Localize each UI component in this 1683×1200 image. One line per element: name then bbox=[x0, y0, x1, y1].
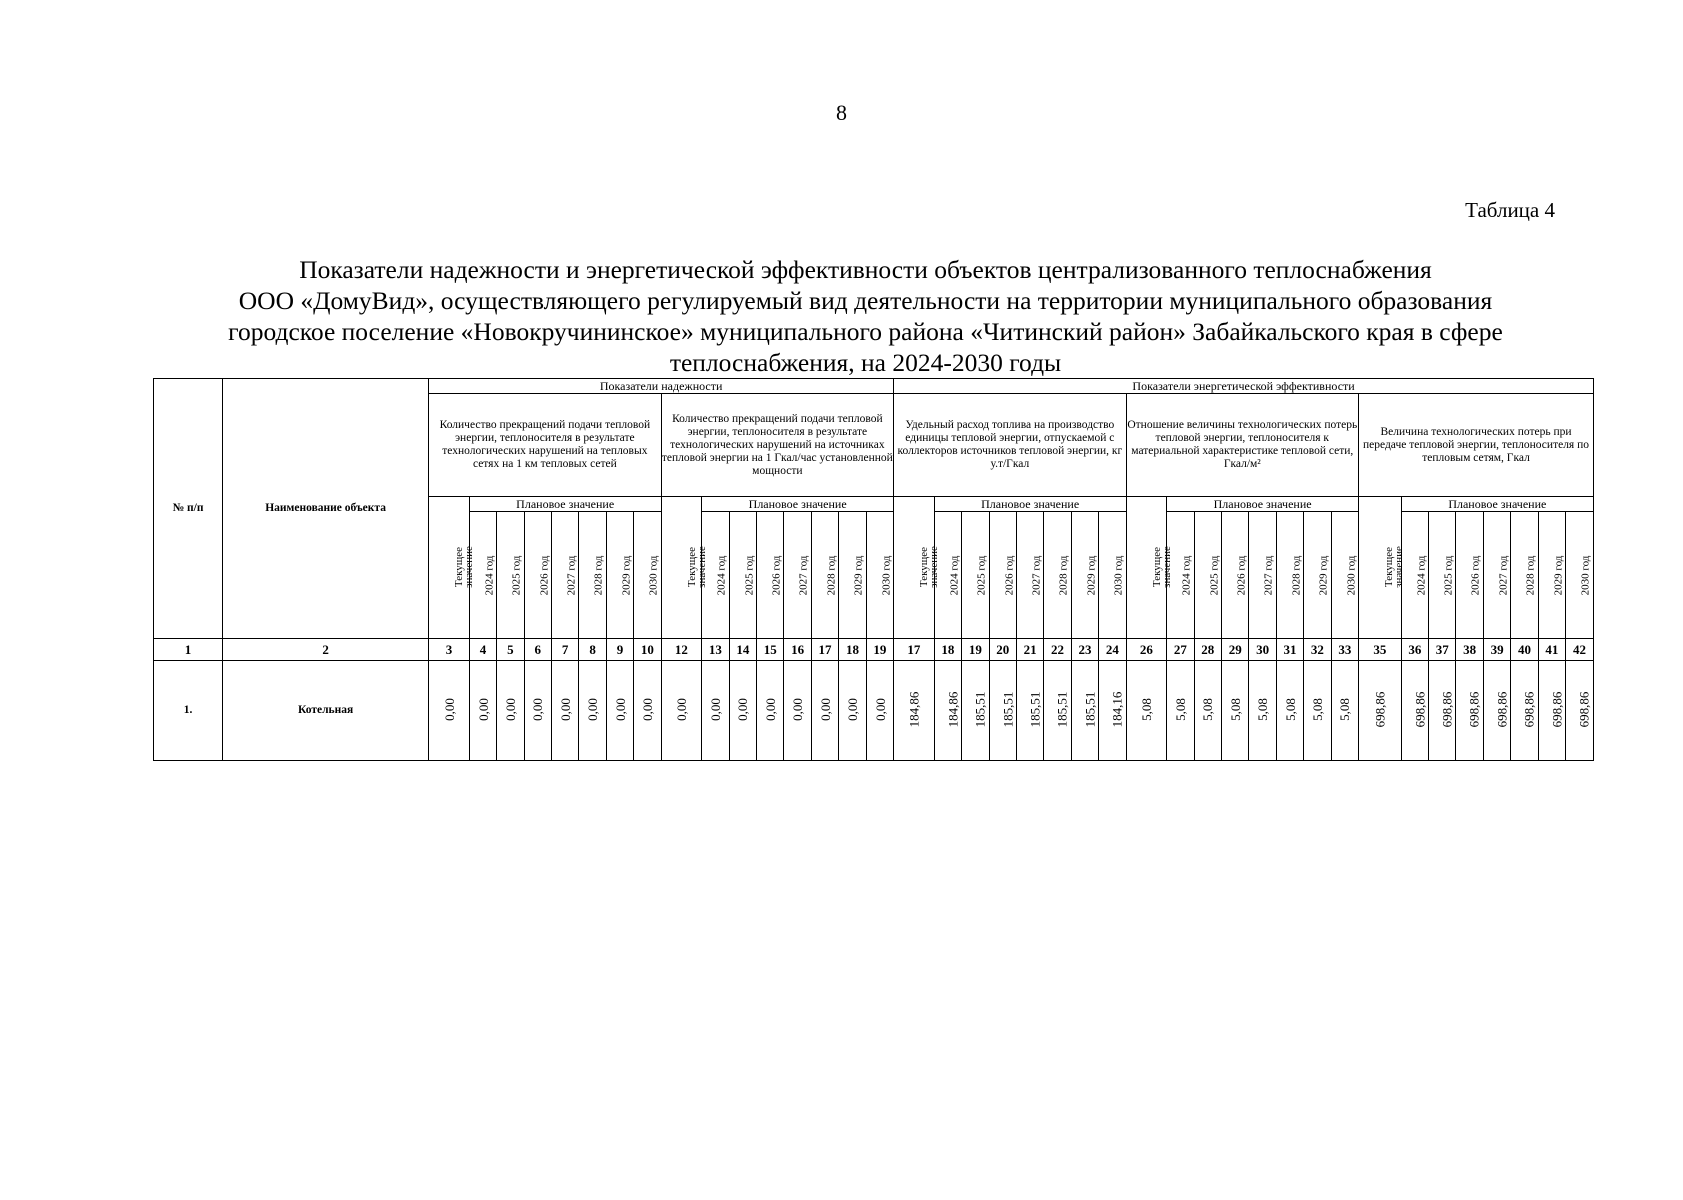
value-cell bbox=[634, 661, 661, 761]
indicator-header: Величина технологических потерь при передаче тепловой энергии, теплоносителя по тепловым сетям, Гкал bbox=[1359, 394, 1594, 497]
column-number: 4 bbox=[469, 639, 496, 661]
value-cell bbox=[1126, 661, 1167, 761]
year-label: 2028 год bbox=[592, 555, 605, 595]
indicator-header: Количество прекращений подачи тепловой энергии, теплоносителя в результате технологических нарушений на тепловых сетях на 1 км тепловых сетей bbox=[429, 394, 661, 497]
year-header bbox=[784, 512, 811, 639]
value-text: 698,86 bbox=[1576, 691, 1592, 728]
current-value-label: Текущее значение bbox=[453, 545, 476, 588]
column-number: 30 bbox=[1249, 639, 1276, 661]
column-number: 3 bbox=[429, 639, 470, 661]
value-cell bbox=[1359, 661, 1402, 761]
column-number: 18 bbox=[839, 639, 866, 661]
column-number: 17 bbox=[811, 639, 838, 661]
year-header bbox=[811, 512, 838, 639]
value-text: 184,86 bbox=[945, 691, 961, 728]
value-text: 698,86 bbox=[1521, 691, 1537, 728]
year-label: 2028 год bbox=[1524, 555, 1537, 595]
value-text: 0,00 bbox=[790, 698, 806, 721]
year-header bbox=[1304, 512, 1331, 639]
year-header bbox=[1331, 512, 1358, 639]
value-cell bbox=[551, 661, 578, 761]
value-text: 185,51 bbox=[999, 691, 1015, 728]
value-text: 698,86 bbox=[1494, 691, 1510, 728]
year-label: 2030 год bbox=[647, 555, 660, 595]
value-text: 0,00 bbox=[707, 698, 723, 721]
group-reliability-header: Показатели надежности bbox=[429, 379, 894, 394]
value-cell bbox=[606, 661, 633, 761]
year-header bbox=[1221, 512, 1248, 639]
value-cell bbox=[1167, 661, 1194, 761]
year-header bbox=[962, 512, 989, 639]
year-header bbox=[1099, 512, 1126, 639]
year-label: 2026 год bbox=[537, 555, 550, 595]
year-header bbox=[1071, 512, 1098, 639]
column-number: 8 bbox=[579, 639, 606, 661]
title-line: ООО «ДомуВид», осуществляющего регулируемый вид деятельности на территории муниципального образования bbox=[238, 286, 1493, 315]
year-label: 2025 год bbox=[1207, 555, 1220, 595]
current-value-header bbox=[429, 497, 476, 639]
value-cell bbox=[1566, 661, 1594, 761]
column-number: 7 bbox=[551, 639, 578, 661]
value-cell bbox=[962, 661, 989, 761]
year-header bbox=[1276, 512, 1303, 639]
value-text: 185,51 bbox=[1027, 691, 1043, 728]
year-label: 2030 год bbox=[880, 555, 893, 595]
value-text: 0,00 bbox=[502, 698, 518, 721]
value-cell bbox=[1221, 661, 1248, 761]
value-cell bbox=[702, 661, 729, 761]
year-header bbox=[1249, 512, 1276, 639]
value-text: 0,00 bbox=[844, 698, 860, 721]
indicator-header: Удельный расход топлива на производство единицы тепловой энергии, отпускаемой с коллекторов источников тепловой энергии, кг у.т/Гкал bbox=[894, 394, 1126, 497]
value-cell bbox=[1483, 661, 1510, 761]
value-text: 0,00 bbox=[762, 698, 778, 721]
value-cell bbox=[1538, 661, 1565, 761]
column-number: 21 bbox=[1016, 639, 1043, 661]
year-label: 2028 год bbox=[825, 555, 838, 595]
indicators-table bbox=[153, 378, 1594, 761]
column-number: 2 bbox=[223, 639, 429, 661]
value-text: 5,08 bbox=[1227, 698, 1243, 721]
current-value-label: Текущее значение bbox=[1383, 545, 1406, 588]
column-number: 16 bbox=[784, 639, 811, 661]
value-text: 698,86 bbox=[1466, 691, 1482, 728]
year-header bbox=[1044, 512, 1071, 639]
year-label: 2026 год bbox=[1002, 555, 1015, 595]
year-header bbox=[839, 512, 866, 639]
column-number: 13 bbox=[702, 639, 729, 661]
value-cell bbox=[1249, 661, 1276, 761]
value-cell bbox=[1401, 661, 1428, 761]
col-number-header: № п/п bbox=[154, 379, 223, 639]
value-text: 5,08 bbox=[1172, 698, 1188, 721]
value-text: 185,51 bbox=[972, 691, 988, 728]
value-text: 5,08 bbox=[1282, 698, 1298, 721]
table-row bbox=[154, 661, 1594, 761]
value-text: 698,86 bbox=[1412, 691, 1428, 728]
year-header bbox=[1016, 512, 1043, 639]
year-label: 2028 год bbox=[1290, 555, 1303, 595]
year-label: 2030 год bbox=[1345, 555, 1357, 595]
value-cell bbox=[429, 661, 470, 761]
value-text: 0,00 bbox=[639, 698, 655, 721]
column-number: 31 bbox=[1276, 639, 1303, 661]
title-line: Показатели надежности и энергетической эффективности объектов централизованного теплоснабжения bbox=[299, 255, 1432, 284]
value-cell bbox=[894, 661, 935, 761]
year-label: 2024 год bbox=[483, 555, 496, 595]
value-text: 5,08 bbox=[1337, 698, 1353, 721]
column-number: 22 bbox=[1044, 639, 1071, 661]
column-number: 1 bbox=[154, 639, 223, 661]
value-text: 5,08 bbox=[1138, 698, 1154, 721]
year-label: 2024 год bbox=[1180, 555, 1193, 595]
value-cell bbox=[1071, 661, 1098, 761]
value-text: 5,08 bbox=[1255, 698, 1271, 721]
year-label: 2024 год bbox=[1415, 555, 1428, 595]
year-header bbox=[1483, 512, 1510, 639]
value-cell bbox=[1276, 661, 1303, 761]
year-label: 2026 год bbox=[770, 555, 783, 595]
value-cell bbox=[1016, 661, 1043, 761]
value-text: 5,08 bbox=[1309, 698, 1325, 721]
value-cell bbox=[661, 661, 702, 761]
year-header bbox=[1429, 512, 1456, 639]
year-label: 2027 год bbox=[565, 555, 578, 595]
value-text: 0,00 bbox=[475, 698, 491, 721]
year-header bbox=[729, 512, 756, 639]
value-text: 5,08 bbox=[1200, 698, 1216, 721]
column-number: 33 bbox=[1331, 639, 1358, 661]
year-header bbox=[1401, 512, 1428, 639]
column-number: 20 bbox=[989, 639, 1016, 661]
value-cell bbox=[784, 661, 811, 761]
indicator-header: Отношение величины технологических потерь тепловой энергии, теплоносителя к материальной характеристике тепловой сети, Гкал/м² bbox=[1126, 394, 1358, 497]
table-label: Таблица 4 bbox=[1465, 198, 1555, 222]
value-cell bbox=[839, 661, 866, 761]
column-number: 5 bbox=[497, 639, 524, 661]
year-label: 2026 год bbox=[1469, 555, 1482, 595]
year-label: 2029 год bbox=[1552, 555, 1565, 595]
column-number: 29 bbox=[1221, 639, 1248, 661]
column-number: 10 bbox=[634, 639, 661, 661]
current-value-label: Текущее значение bbox=[918, 545, 941, 588]
year-header bbox=[1456, 512, 1483, 639]
column-number: 24 bbox=[1099, 639, 1126, 661]
column-number: 36 bbox=[1401, 639, 1428, 661]
value-text: 0,00 bbox=[530, 698, 546, 721]
current-value-header bbox=[894, 497, 941, 639]
year-header bbox=[866, 512, 893, 639]
column-number: 32 bbox=[1304, 639, 1331, 661]
value-cell bbox=[934, 661, 961, 761]
year-label: 2027 год bbox=[1262, 555, 1275, 595]
year-label: 2029 год bbox=[1317, 555, 1330, 595]
year-label: 2025 год bbox=[510, 555, 523, 595]
year-label: 2030 год bbox=[1579, 555, 1592, 595]
year-header bbox=[757, 512, 784, 639]
value-text: 0,00 bbox=[612, 698, 628, 721]
value-cell bbox=[1194, 661, 1221, 761]
indicator-header: Количество прекращений подачи тепловой энергии, теплоносителя в результате технологических нарушений на источниках тепловой энергии на 1 Гкал/час установленной мощности bbox=[661, 394, 894, 497]
value-cell bbox=[989, 661, 1016, 761]
column-number: 28 bbox=[1194, 639, 1221, 661]
value-text: 698,86 bbox=[1372, 691, 1388, 728]
year-label: 2028 год bbox=[1057, 555, 1070, 595]
column-number: 12 bbox=[661, 639, 702, 661]
current-value-header bbox=[661, 497, 708, 639]
column-number: 38 bbox=[1456, 639, 1483, 661]
value-cell bbox=[1331, 661, 1358, 761]
value-cell bbox=[1304, 661, 1331, 761]
year-header bbox=[606, 512, 633, 639]
year-header bbox=[497, 512, 524, 639]
year-label: 2027 год bbox=[1030, 555, 1043, 595]
value-cell bbox=[1044, 661, 1071, 761]
plan-value-header: Плановое значение bbox=[934, 497, 1126, 512]
column-number: 42 bbox=[1566, 639, 1594, 661]
plan-value-header: Плановое значение bbox=[702, 497, 894, 512]
column-number: 40 bbox=[1511, 639, 1538, 661]
value-text: 698,86 bbox=[1549, 691, 1565, 728]
value-text: 184,16 bbox=[1109, 691, 1125, 728]
value-text: 185,51 bbox=[1082, 691, 1098, 728]
year-label: 2026 год bbox=[1235, 555, 1248, 595]
column-number: 35 bbox=[1359, 639, 1402, 661]
value-cell bbox=[811, 661, 838, 761]
column-number: 26 bbox=[1126, 639, 1167, 661]
title-line: теплоснабжения, на 2024-2030 годы bbox=[669, 348, 1062, 377]
current-value-header bbox=[1359, 497, 1406, 639]
year-label: 2030 год bbox=[1112, 555, 1125, 595]
year-label: 2025 год bbox=[975, 555, 988, 595]
object-name: Котельная bbox=[223, 661, 429, 761]
value-text: 698,86 bbox=[1439, 691, 1455, 728]
year-header bbox=[1538, 512, 1565, 639]
column-number: 39 bbox=[1483, 639, 1510, 661]
col-name-header: Наименование объекта bbox=[223, 379, 429, 639]
column-number: 15 bbox=[757, 639, 784, 661]
column-number: 41 bbox=[1538, 639, 1565, 661]
year-label: 2024 год bbox=[948, 555, 961, 595]
year-label: 2024 год bbox=[715, 555, 728, 595]
current-value-label: Текущее значение bbox=[685, 545, 708, 588]
value-cell bbox=[524, 661, 551, 761]
plan-value-header: Плановое значение bbox=[1167, 497, 1359, 512]
plan-value-header: Плановое значение bbox=[1401, 497, 1593, 512]
value-cell bbox=[866, 661, 893, 761]
year-label: 2027 год bbox=[797, 555, 810, 595]
column-number: 37 bbox=[1429, 639, 1456, 661]
value-text: 0,00 bbox=[673, 698, 689, 721]
year-label: 2025 год bbox=[1442, 555, 1455, 595]
value-cell bbox=[1099, 661, 1126, 761]
year-header bbox=[1566, 512, 1594, 639]
title-line: городское поселение «Новокручининское» муниципального района «Читинский район» Забайкальского края в сфере bbox=[228, 317, 1503, 346]
current-value-header bbox=[1126, 497, 1173, 639]
year-header bbox=[1511, 512, 1538, 639]
document-title bbox=[150, 254, 1581, 378]
value-cell bbox=[757, 661, 784, 761]
year-label: 2025 год bbox=[743, 555, 755, 595]
column-number: 23 bbox=[1071, 639, 1098, 661]
year-label: 2029 год bbox=[620, 555, 633, 595]
row-number: 1. bbox=[154, 661, 223, 761]
column-number: 19 bbox=[962, 639, 989, 661]
year-label: 2029 год bbox=[1085, 555, 1098, 595]
year-header bbox=[551, 512, 578, 639]
value-text: 185,51 bbox=[1054, 691, 1070, 728]
year-header bbox=[989, 512, 1016, 639]
year-header bbox=[1194, 512, 1221, 639]
year-header bbox=[524, 512, 551, 639]
column-number: 19 bbox=[866, 639, 893, 661]
value-text: 0,00 bbox=[817, 698, 833, 721]
value-text: 0,00 bbox=[585, 698, 601, 721]
value-cell bbox=[1511, 661, 1538, 761]
value-text: 0,00 bbox=[441, 698, 457, 721]
page-number: 8 bbox=[836, 100, 847, 125]
column-number: 27 bbox=[1167, 639, 1194, 661]
year-header bbox=[634, 512, 661, 639]
year-label: 2029 год bbox=[852, 555, 865, 595]
column-number: 9 bbox=[606, 639, 633, 661]
year-label: 2027 год bbox=[1497, 555, 1510, 595]
value-text: 0,00 bbox=[557, 698, 573, 721]
plan-value-header: Плановое значение bbox=[469, 497, 661, 512]
column-number: 6 bbox=[524, 639, 551, 661]
value-cell bbox=[579, 661, 606, 761]
value-text: 0,00 bbox=[872, 698, 888, 721]
value-text: 0,00 bbox=[735, 698, 751, 721]
value-cell bbox=[1429, 661, 1456, 761]
column-number: 18 bbox=[934, 639, 961, 661]
year-header bbox=[579, 512, 606, 639]
value-cell bbox=[469, 661, 496, 761]
value-cell bbox=[729, 661, 756, 761]
group-efficiency-header: Показатели энергетической эффективности bbox=[894, 379, 1594, 394]
value-cell bbox=[1456, 661, 1483, 761]
value-cell bbox=[497, 661, 524, 761]
column-number: 14 bbox=[729, 639, 756, 661]
column-number: 17 bbox=[894, 639, 935, 661]
value-text: 184,86 bbox=[906, 691, 922, 728]
current-value-label: Текущее значение bbox=[1150, 545, 1173, 588]
